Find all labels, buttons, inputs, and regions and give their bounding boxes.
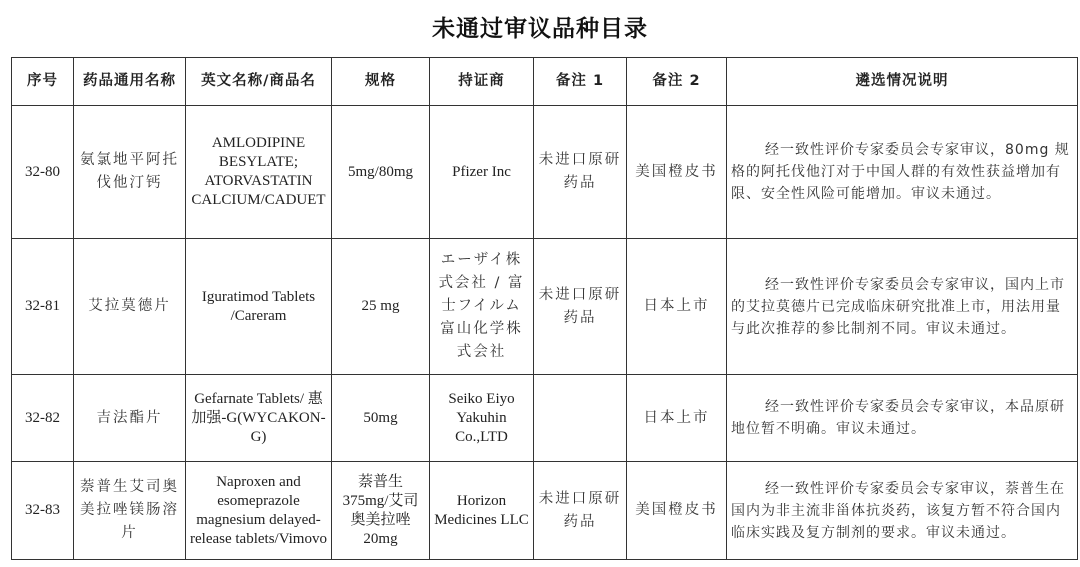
desc-text: 经一致性评价专家委员会专家审议，萘普生在国内为非主流非甾体抗炎药，该复方暂不符合国内临床实践及复方制剂的要求。审议未通过。 — [731, 480, 1065, 541]
cell-no: 32-82 — [12, 375, 74, 462]
header-holder: 持证商 — [430, 58, 534, 106]
cell-desc — [727, 375, 1078, 462]
desc-text: 经一致性评价专家委员会专家审议，本品原研地位暂不明确。审议未通过。 — [731, 399, 1065, 437]
cell-note1: 未进口原研药品 — [534, 106, 627, 239]
cell-spec: 萘普生 375mg/艾司奥美拉唑 20mg — [332, 462, 430, 560]
header-row — [12, 58, 1078, 106]
cell-holder: Horizon Medicines LLC — [430, 462, 534, 560]
header-note1: 备注 1 — [534, 58, 627, 106]
cell-note1 — [534, 375, 627, 462]
header-no: 序号 — [12, 58, 74, 106]
header-desc: 遴选情况说明 — [727, 58, 1078, 106]
cell-note2: 美国橙皮书 — [627, 106, 727, 239]
cell-en: Gefarnate Tablets/ 惠加强-G(WYCAKON-G) — [186, 375, 332, 462]
cell-spec: 5mg/80mg — [332, 106, 430, 239]
cell-note1: 未进口原研药品 — [534, 239, 627, 375]
table-row — [12, 239, 1078, 375]
cell-note2: 美国橙皮书 — [627, 462, 727, 560]
cell-note2: 日本上市 — [627, 375, 727, 462]
table-row — [12, 375, 1078, 462]
cell-note1: 未进口原研药品 — [534, 462, 627, 560]
cell-holder: Pfizer Inc — [430, 106, 534, 239]
cell-en: AMLODIPINE BESYLATE; ATORVASTATIN CALCIUM/CADUET — [186, 106, 332, 239]
header-spec: 规格 — [332, 58, 430, 106]
cell-name: 吉法酯片 — [74, 375, 186, 462]
cell-no: 32-80 — [12, 106, 74, 239]
desc-text: 经一致性评价专家委员会专家审议，国内上市的艾拉莫德片已完成临床研究批准上市，用法用量与此次推荐的参比制剂不同。审议未通过。 — [731, 276, 1065, 337]
cell-desc — [727, 462, 1078, 560]
cell-holder: Seiko Eiyo Yakuhin Co.,LTD — [430, 375, 534, 462]
cell-en: Iguratimod Tablets /Careram — [186, 239, 332, 375]
cell-spec: 50mg — [332, 375, 430, 462]
header-name: 药品通用名称 — [74, 58, 186, 106]
cell-no: 32-81 — [12, 239, 74, 375]
header-note2: 备注 2 — [627, 58, 727, 106]
cell-note2: 日本上市 — [627, 239, 727, 375]
cell-holder: エーザイ株式会社 / 富士フイルム富山化学株式会社 — [430, 239, 534, 375]
page-title: 未通过审议品种目录 — [432, 16, 648, 42]
header-en: 英文名称/商品名 — [186, 58, 332, 106]
cell-no: 32-83 — [12, 462, 74, 560]
desc-text: 经一致性评价专家委员会专家审议，80mg 规格的阿托伐他汀对于中国人群的有效性获益增加有限、安全性风险可能增加。审议未通过。 — [731, 142, 1070, 202]
cell-name: 氨氯地平阿托伐他汀钙 — [74, 106, 186, 239]
cell-en: Naproxen and esomeprazole magnesium delayed-release tablets/Vimovo — [186, 462, 332, 560]
cell-name: 萘普生艾司奥美拉唑镁肠溶片 — [74, 462, 186, 560]
cell-desc — [727, 106, 1078, 239]
cell-spec: 25 mg — [332, 239, 430, 375]
table-row — [12, 462, 1078, 560]
cell-name: 艾拉莫德片 — [74, 239, 186, 375]
drug-table — [11, 57, 1078, 560]
table-row — [12, 106, 1078, 239]
cell-desc — [727, 239, 1078, 375]
